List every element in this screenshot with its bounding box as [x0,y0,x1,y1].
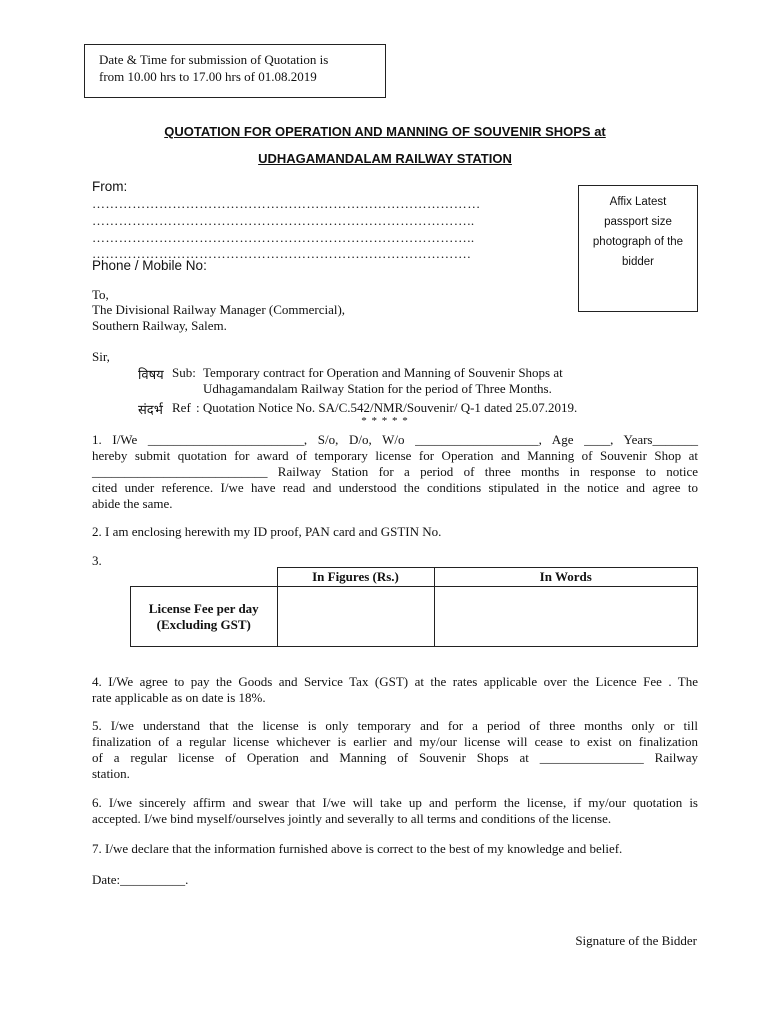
clause-3-label: 3. [92,553,102,568]
subject-line-2: Udhagamandalam Railway Station for the period of Three Months. [203,381,552,396]
clause-4-line-1: 4. I/We agree to pay the Goods and Service Tax (GST) at the rates applicable over the Licence Fee . The [92,674,698,689]
fee-amount-in-words-cell[interactable] [434,587,698,647]
photo-box-line-2: passport size [604,216,672,228]
document-title-line-2: UDHAGAMANDALAM RAILWAY STATION [258,151,512,166]
fee-row-label-line-1: License Fee per day [148,600,259,616]
clause-1-line-5: abide the same. [92,496,173,511]
clause-6-line-2: accepted. I/we bind myself/ourselves jointly and severally to all terms and conditions of the license. [92,811,612,826]
date-field[interactable]: Date:__________. [92,872,189,887]
reference-text: : Quotation Notice No. SA/C.542/NMR/Souvenir/ Q-1 dated 25.07.2019. [196,400,578,415]
clause-5-line-4: station. [92,766,130,781]
from-label: From: [92,179,128,194]
clause-1-line-3: ___________________________ Railway Station for a period of three months in response to notice [92,464,698,479]
subject-hindi-label: विषय [138,367,164,382]
reference-label: Ref [172,400,191,415]
clause-4 [92,674,698,706]
fee-amount-in-figures-cell[interactable] [277,587,434,647]
from-dotted-line-1: …………………………………………………………………………… [92,196,481,211]
salutation: Sir, [92,349,110,364]
clause-1-line-1: 1. I/We ________________________, S/o, D/o, W/o ___________________, Age ____, Years_______ [92,432,698,447]
fee-row-label-line-2: (Excluding GST) [156,616,251,632]
to-address-line-1: The Divisional Railway Manager (Commercial), [92,302,346,317]
clause-7: 7. I/we declare that the information furnished above is correct to the best of my knowledge and belief. [92,841,623,856]
photo-box-line-1: Affix Latest [609,196,667,208]
license-fee-table [130,567,698,647]
submission-notice-box [84,44,386,98]
clause-6-line-1: 6. I/we sincerely affirm and swear that I/we will take up and perform the license, if my/our quotation is [92,795,698,810]
photo-box-line-4: bidder [622,256,654,268]
signature-label: Signature of the Bidder [575,933,697,948]
subject-label: Sub: [172,365,196,380]
fee-table-row-label [131,587,278,647]
clause-1-line-4: cited under reference. I/we have read and understood the conditions stipulated in the notice and agree to [92,480,698,495]
from-dotted-line-3: ………………………………………………………………………….. [92,230,475,245]
photo-box-line-3: photograph of the [592,236,684,248]
from-dotted-line-2: ………………………………………………………………………….. [92,213,475,228]
clause-2: 2. I am enclosing herewith my ID proof, PAN card and GSTIN No. [92,524,442,539]
clause-5-line-3: of a regular license of Operation and Manning of Souvenir Shops at ________________ Railway [92,750,698,765]
section-separator-stars: * * * * * [361,415,409,427]
clause-4-line-2: rate applicable as on date is 18%. [92,690,266,705]
notice-line-2: from 10.00 hrs to 17.00 hrs of 01.08.2019 [99,69,317,84]
clause-1-line-2: hereby submit quotation for award of temporary license for Operation and Manning of Souvenir Shop at [92,448,698,463]
subject-line-1: Temporary contract for Operation and Manning of Souvenir Shops at [203,365,563,380]
to-label: To, [92,287,109,302]
to-address-line-2: Southern Railway, Salem. [92,318,227,333]
fee-table-header-figures: In Figures (Rs.) [277,568,434,587]
notice-line-1: Date & Time for submission of Quotation is [99,52,329,67]
reference-hindi-label: संदर्भ [138,402,163,417]
phone-label: Phone / Mobile No: [92,258,207,273]
clause-5-line-2: finalization of a regular license whichever is earlier and my/our license will cease to exist on finalization [92,734,698,749]
clause-6 [92,795,698,827]
photo-placeholder-box [578,185,698,312]
from-dotted-line-4: …………………………………………………………………………. [92,246,471,261]
document-title-line-1: QUOTATION FOR OPERATION AND MANNING OF SOUVENIR SHOPS at [164,124,606,139]
clause-5 [92,718,698,782]
clause-5-line-1: 5. I/we understand that the license is only temporary and for a period of three months only or till [92,718,698,733]
clause-1 [92,432,698,512]
fee-table-empty-corner [131,568,278,587]
fee-table-header-words: In Words [434,568,698,587]
